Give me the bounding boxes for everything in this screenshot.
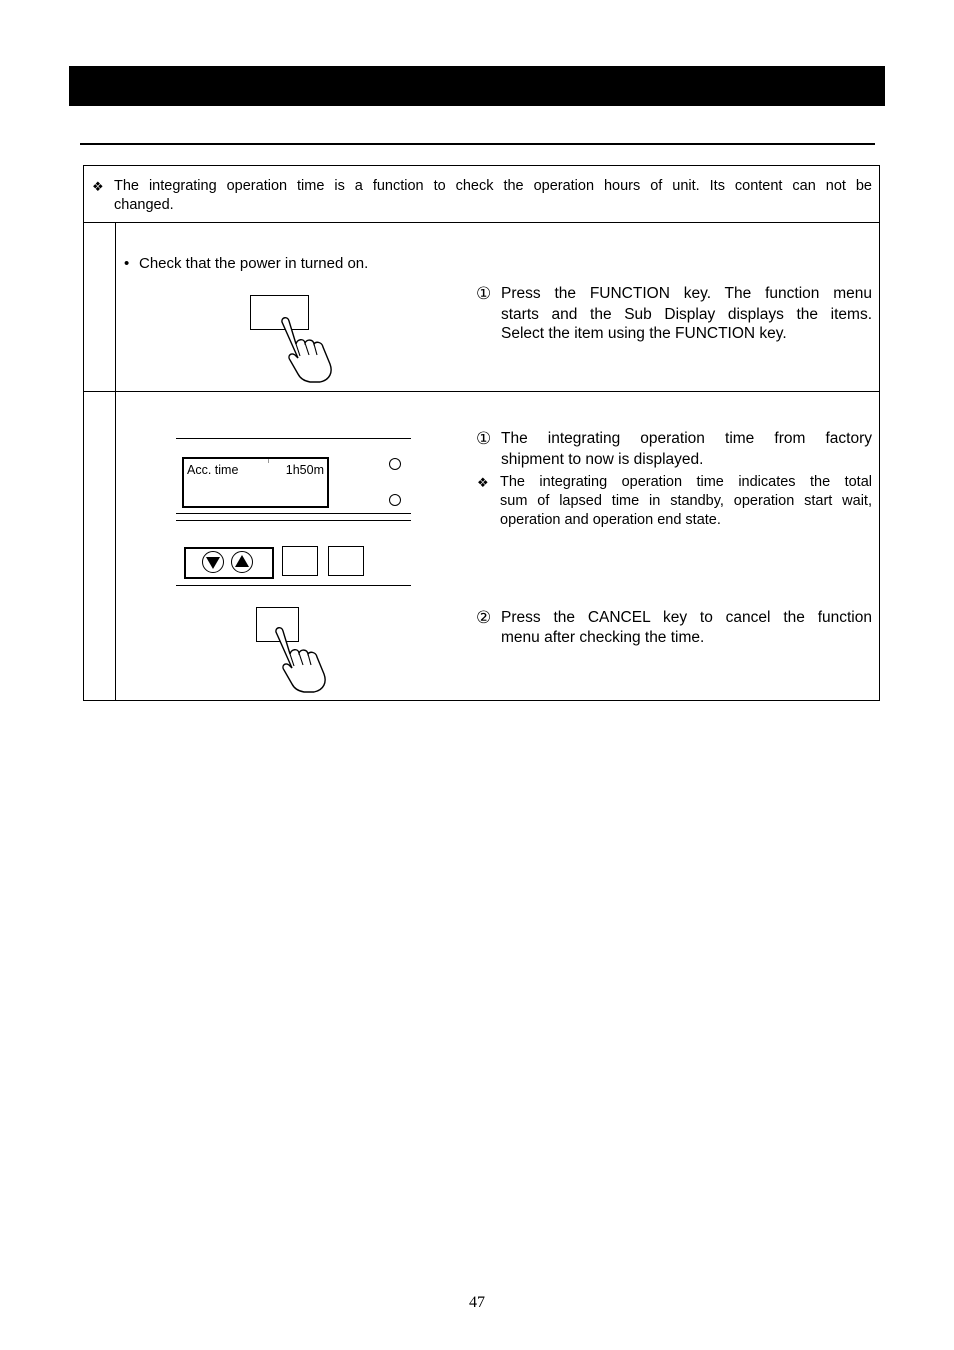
- title-underline: [80, 143, 875, 145]
- indicator-lamp-2: [389, 494, 401, 506]
- pointing-hand-icon: [272, 314, 338, 384]
- panel-divider-2: [176, 520, 411, 521]
- step1-line-3: Select the item using the FUNCTION key.: [501, 325, 787, 342]
- intro-row: [84, 166, 879, 223]
- display-value: 1h50m: [285, 463, 324, 477]
- step2-note-line-1: The integrating operation time indicates the total: [500, 474, 872, 490]
- step2-item1-line-1: The integrating operation time from factory: [501, 430, 872, 447]
- panel-key-1[interactable]: [282, 546, 318, 576]
- step-number-2-1: ①: [476, 429, 492, 448]
- step2-note-line-2: sum of lapsed time in standby, operation start wait,: [500, 493, 872, 509]
- step2-note-line-3: operation and operation end state.: [500, 512, 721, 528]
- step2-item1-line-2: shipment to now is displayed.: [501, 451, 704, 468]
- check-power-text: Check that the power in turned on.: [139, 255, 369, 272]
- step-number-column: [115, 223, 116, 700]
- intro-line-1: [92, 177, 872, 197]
- procedure-table: [83, 165, 880, 701]
- down-key[interactable]: [202, 551, 224, 573]
- step2-item2-line-2: menu after checking the time.: [501, 629, 705, 646]
- step-number-1: ①: [476, 284, 492, 303]
- up-key[interactable]: [231, 551, 253, 573]
- up-arrow-icon: [232, 552, 252, 572]
- pointing-hand-icon: [266, 624, 332, 694]
- diamond-bullet-icon: ❖: [92, 179, 104, 194]
- intro-text-1: The integrating operation time is a function to check the operation hours of unit. Its content can not be: [114, 178, 872, 194]
- step1-line-1: Press the FUNCTION key. The function menu: [501, 285, 872, 302]
- section-header-bar: [69, 66, 885, 106]
- panel-divider-1: [176, 513, 411, 514]
- display-label: Acc. time: [187, 463, 239, 477]
- bullet-icon: •: [124, 255, 130, 272]
- sub-display: [182, 457, 329, 508]
- intro-line-2: changed.: [114, 197, 174, 213]
- panel-key-2[interactable]: [328, 546, 364, 576]
- panel-bottom-edge: [176, 585, 411, 586]
- down-arrow-icon: [203, 552, 223, 572]
- indicator-lamp-1: [389, 458, 401, 470]
- step-number-2-2: ②: [476, 608, 492, 627]
- page-number: 47: [469, 1294, 485, 1311]
- panel-top-edge: [176, 438, 411, 439]
- step1-line-2: starts and the Sub Display displays the items.: [501, 306, 872, 323]
- diamond-bullet-icon: ❖: [477, 475, 489, 490]
- step2-item2-line-1: Press the CANCEL key to cancel the function: [501, 609, 872, 626]
- arrow-key-pair: [184, 547, 274, 579]
- display-tick: [268, 459, 269, 463]
